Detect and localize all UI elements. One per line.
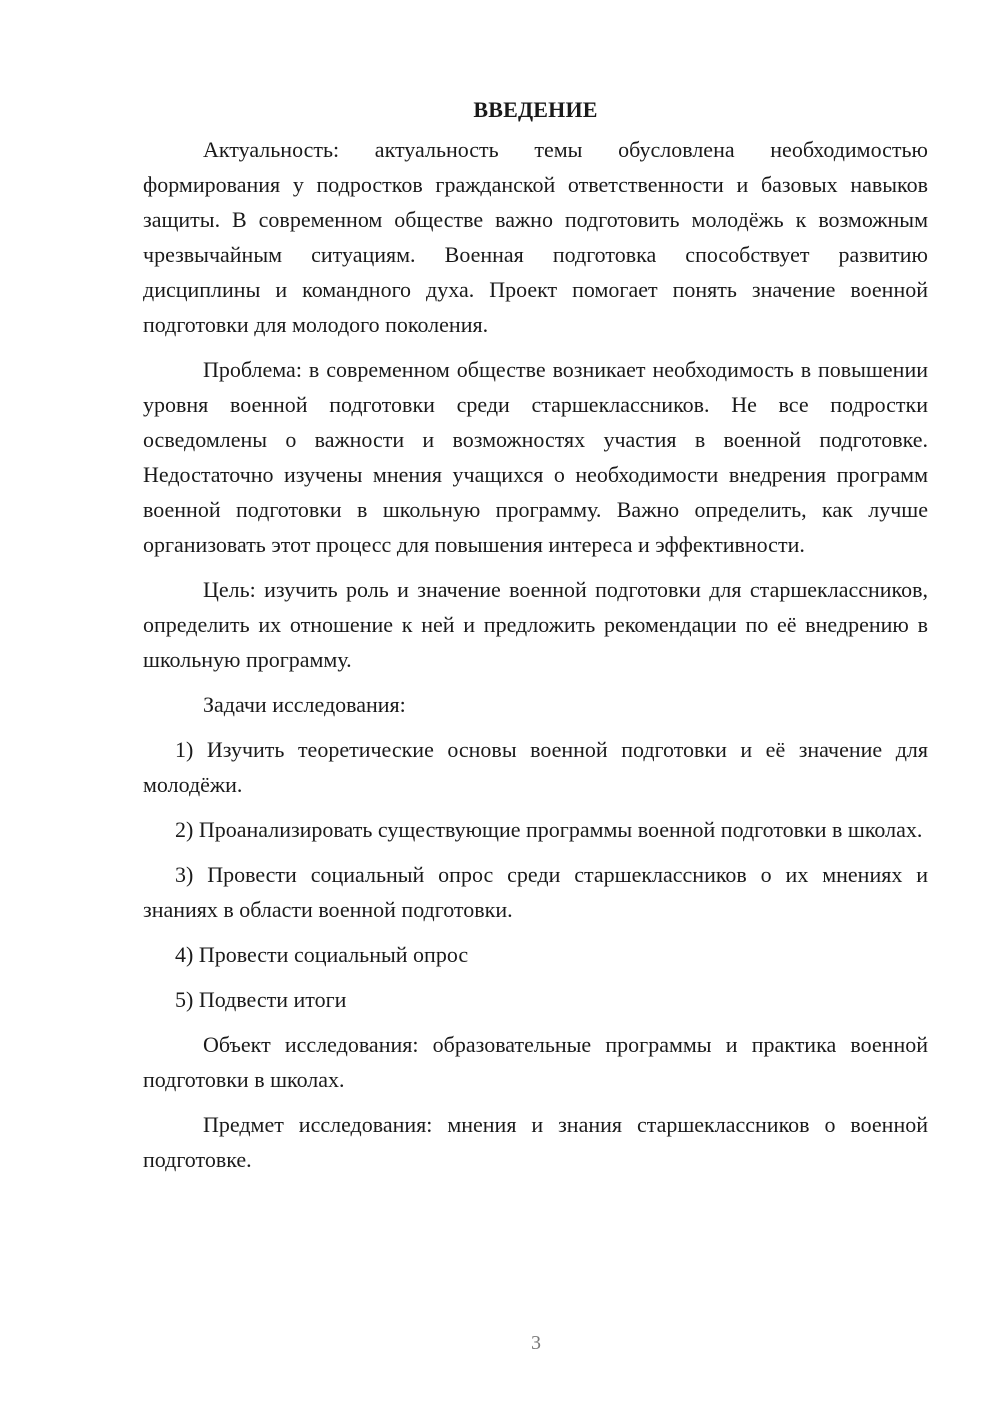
task-item-2: 2) Проанализировать существующие программы военной подготовки в школах.: [175, 817, 923, 842]
relevance-paragraph: Актуальность: актуальность темы обусловлена необходимостью формирования у подростков гражданской ответственности и базовых навыков защиты. В современном обществе важно подготовить молодёжь к возможным чрезвычайным ситуациям. Военная подготовка способствует развитию дисциплины и командного духа. Проект помогает понять значение военной подготовки для молодого поколения.: [143, 137, 928, 337]
tasks-intro: Задачи исследования:: [203, 692, 406, 717]
goal-paragraph: Цель: изучить роль и значение военной подготовки для старшеклассников, определить их отношение к ней и предложить рекомендации по её внедрению в школьную программу.: [143, 577, 928, 672]
task-item-5: 5) Подвести итоги: [175, 987, 347, 1012]
page-title: ВВЕДЕНИЕ: [473, 97, 598, 122]
problem-paragraph: Проблема: в современном обществе возникает необходимость в повышении уровня военной подготовки среди старшеклассников. Не все подростки осведомлены о важности и возможностях участия в военной подготовке. Недостаточно изучены мнения учащихся о необходимости внедрения программ военной подготовки в школьную программу. Важно определить, как лучше организовать этот процесс для повышения интереса и эффективности.: [143, 357, 928, 557]
document-page: [143, 92, 928, 1187]
page-number: 3: [531, 1332, 541, 1354]
subject-paragraph: Предмет исследования: мнения и знания старшеклассников о военной подготовке.: [143, 1112, 928, 1172]
task-item-4: 4) Провести социальный опрос: [175, 942, 469, 967]
task-item-3: 3) Провести социальный опрос среди старшеклассников о их мнениях и знаниях в области военной подготовки.: [143, 862, 928, 922]
task-item-1: 1) Изучить теоретические основы военной подготовки и её значение для молодёжи.: [143, 737, 928, 797]
object-paragraph: Объект исследования: образовательные программы и практика военной подготовки в школах.: [143, 1032, 928, 1092]
